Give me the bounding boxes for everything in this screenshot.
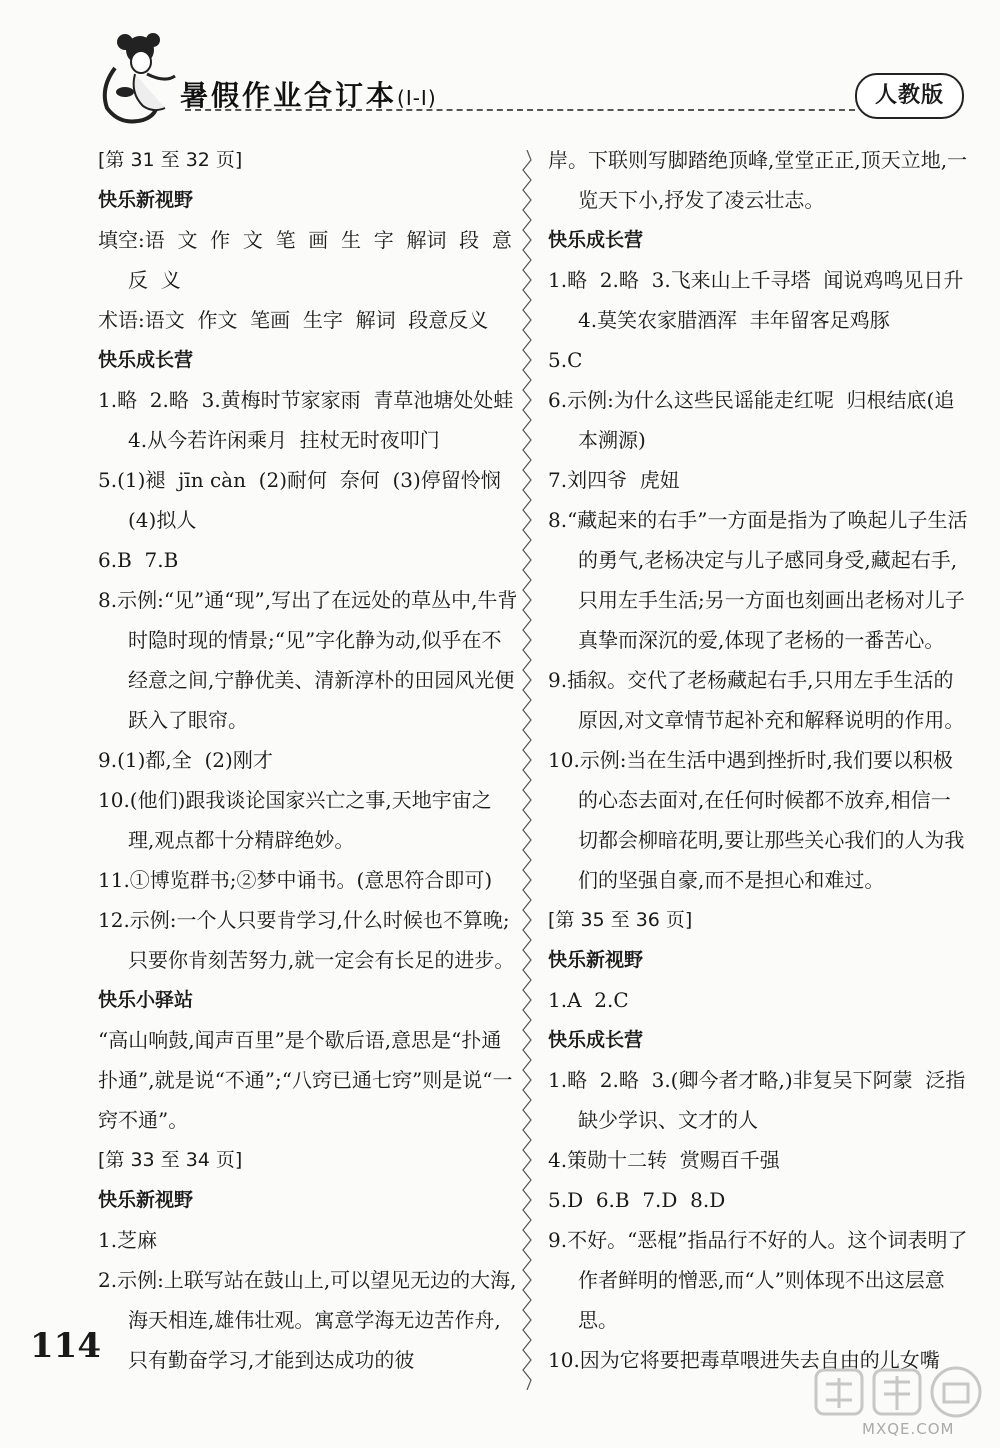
answer-item: 术语:语文 作文 笔画 生字 解词 段意反义 (98, 308, 489, 332)
page-range-heading: [第 33 至 34 页] (98, 1149, 243, 1171)
section-heading: 快乐新视野 (98, 1189, 194, 1211)
section-heading: 快乐成长营 (98, 349, 194, 371)
answer-item: 1.略 2.略 3.飞来山上千寻塔 闻说鸡鸣见日升 4.莫笑农家腊酒浑 丰年留客足鸡豚 (548, 268, 977, 332)
answer-item: 9.不好。“恶棍”指品行不好的人。这个词表明了作者鲜明的憎恶,而“人”则体现不出这层意思。 (548, 1228, 968, 1332)
column-divider (522, 150, 532, 1390)
page-header (0, 0, 1000, 130)
answer-item: 11.①博览群书;②梦中诵书。(意思符合即可) (98, 868, 493, 892)
answer-item: 5.C (548, 348, 583, 372)
page-range-heading: [第 35 至 36 页] (548, 909, 693, 931)
volume-label: (Ⅰ-Ⅰ) (397, 86, 437, 110)
answer-item: 6.示例:为什么这些民谣能走红呢 归根结底(追本溯源) (548, 388, 955, 452)
answer-item: 岸。下联则写脚踏绝顶峰,堂堂正正,顶天立地,一览天下小,抒发了凌云壮志。 (548, 148, 968, 212)
section-heading: 快乐成长营 (548, 1029, 644, 1051)
watermark-url: MXQE.COM (862, 1420, 955, 1438)
page-number: 114 (30, 1326, 101, 1366)
book-title-text: 暑假作业合订本 (180, 79, 398, 112)
answer-item: 7.刘四爷 虎妞 (548, 468, 680, 492)
answer-item: 6.B 7.B (98, 548, 179, 572)
answer-item: 9.插叙。交代了老杨藏起右手,只用左手生活的原因,对文章情节起补充和解释说明的作用。 (548, 668, 965, 732)
answer-item: 8.“藏起来的右手”一方面是指为了唤起儿子生活的勇气,老杨决定与儿子感同身受,藏起右手,只用左手生活;另一方面也刻画出老杨对儿子真挚而深沉的爱,体现了老杨的一番苦心。 (548, 508, 968, 652)
section-heading: 快乐新视野 (98, 189, 194, 211)
answer-item: 12.示例:一个人只要肯学习,什么时候也不算晚;只要你肯刻苦努力,就一定会有长足的进步。 (98, 908, 515, 972)
edition-badge: 人教版 (855, 73, 964, 119)
section-heading: 快乐成长营 (548, 229, 644, 251)
answer-item: 1.芝麻 (98, 1228, 158, 1252)
section-heading: 快乐新视野 (548, 949, 644, 971)
answer-item: 1.A 2.C (548, 988, 629, 1012)
answer-item: 10.因为它将要把毒草喂进失去自由的儿女嘴 (548, 1348, 940, 1372)
answer-paragraph: “高山响鼓,闻声百里”是个歇后语,意思是“扑通扑通”,就是说“不通”;“八窍已通七窍”则是说“一窍不通”。 (98, 1028, 513, 1132)
answer-item: 填空:语 文 作 文 笔 画 生 字 解词 段 意 反 义 (98, 228, 525, 292)
answer-item: 10.(他们)跟我谈论国家兴亡之事,天地宇宙之理,观点都十分精辟绝妙。 (98, 788, 492, 852)
answer-item: 5.(1)褪 jīn càn (2)耐何 奈何 (3)停留怜悯 (4)拟人 (98, 468, 514, 532)
section-heading: 快乐小驿站 (98, 989, 194, 1011)
book-title (180, 74, 437, 114)
girl-illustration-logo (95, 28, 185, 128)
answer-item: 8.示例:“见”通“现”,写出了在远处的草丛中,牛背时隐时现的情景;“见”字化静为动,似乎在不经意之间,宁静优美、清新淳朴的田园风光便跃入了眼帘。 (98, 588, 518, 732)
answer-item: 4.策勋十二转 赏赐百千强 (548, 1148, 780, 1172)
right-column (548, 140, 977, 1380)
answer-item: 9.(1)都,全 (2)刚才 (98, 748, 273, 772)
header-divider (185, 109, 855, 111)
answer-item: 1.略 2.略 3.黄梅时节家家雨 青草池塘处处蛙 4.从今若许闲乘月 拄杖无时夜叩门 (98, 388, 527, 452)
page-range-heading: [第 31 至 32 页] (98, 149, 243, 171)
answer-item: 1.略 2.略 3.(卿今者才略,)非复吴下阿蒙 泛指缺少学识、文才的人 (548, 1068, 966, 1132)
left-column (98, 140, 527, 1380)
answer-item: 2.示例:上联写站在鼓山上,可以望见无边的大海,海天相连,雄伟壮观。寓意学海无边苦作舟,只有勤奋学习,才能到达成功的彼 (98, 1268, 517, 1372)
answer-item: 10.示例:当在生活中遇到挫折时,我们要以积极的心态去面对,在任何时候都不放弃,相信一切都会柳暗花明,要让那些关心我们的人为我们的坚强自豪,而不是担心和难过。 (548, 748, 965, 892)
answer-item: 5.D 6.B 7.D 8.D (548, 1188, 726, 1212)
